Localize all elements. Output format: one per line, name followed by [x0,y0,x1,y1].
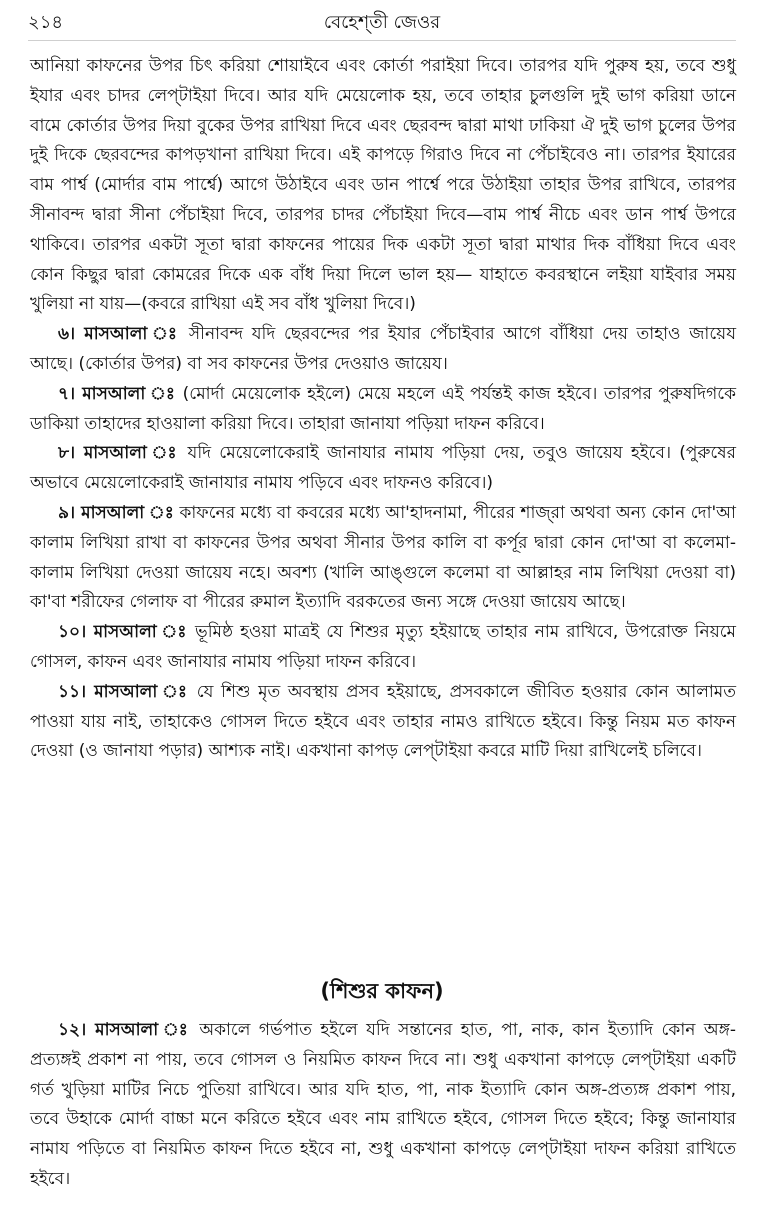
rule-paragraph-6 [30,320,736,380]
rule-paragraph-9 [30,499,736,618]
rule-text: যে শিশু মৃত অবস্থায় প্রসব হইয়াছে, প্রসবকালে জীবিত হওয়ার কোন আলামত পাওয়া যায় নাই, তাহাকেও গোসল দিতে হইবে এবং তাহার নামও রাখিতে হইবে। কিন্তু নিয়ম মত কাফন দেওয়া (ও জানাযা পড়ার) আশ্যক নাই। একখানা কাপড় লেপ্‌টাইয়া কবরে মাটি দিয়া রাখিলেই চলিবে। [30,681,736,762]
rule-label: ৯। মাসআলা ঃ [58,502,174,523]
book-title: বেহেশ্‌তী জেওর [323,12,441,33]
rule-label: ৭। মাসআলা ঃ [58,383,177,404]
rule-label: ১২। মাসআলা ঃ [58,1020,191,1040]
intro-paragraph: আনিয়া কাফনের উপর চিৎ করিয়া শোয়াইবে এবং কোর্তা পরাইয়া দিবে। তারপর যদি পুরুষ হয়, তবে শুধু ইযার এবং চাদর লেপ্‌টাইয়া দিবে। আর যদি মেয়েলোক হয়, তবে তাহার চুলগুলি দুই ভাগ করিয়া ডানে বামে কোর্তার উপর দিয়া বুকের উপর রাখিয়া দিবে এবং ছেরবন্দ দ্বারা মাথা ঢাকিয়া ঐ দুই ভাগ চুলের উপর দুই দিকে ছেরবন্দের কাপড়খানা রাখিয়া দিবে। এই কাপড়ে গিরাও দিবে না পেঁচাইবেও না। তারপর ইযারের বাম পার্শ্ব (মোর্দার বাম পার্শ্বে) আগে উঠাইবে এবং ডান পার্শ্বে পরে উঠাইয়া তাহার উপর রাখিবে, তারপর সীনাবন্দ দ্বারা সীনা পেঁচাইয়া দিবে, তারপর চাদর পেঁচাইয়া দিবে—বাম পার্শ্ব নীচে এবং ডান পার্শ্ব উপরে থাকিবে। তারপর একটা সূতা দ্বারা কাফনের পায়ের দিক একটা সূতা দ্বারা মাথার দিক বাঁধিয়া দিবে এবং কোন কিছুর দ্বারা কোমরের দিকে এক বাঁধ দিয়া দিলে ভাল হয়— যাহাতে কবরস্থানে লইয়া যাইবার সময় খুলিয়া না যায়—(কবরে রাখিয়া এই সব বাঁধ খুলিয়া দিবে।) [30,56,736,315]
section-heading: (শিশুর কাফন) [320,979,444,1003]
rule-text: কাফনের মধ্যে বা কবরের মধ্যে আ'হাদনামা, পীরের শাজ্‌রা অথবা অন্য কোন দো'আ কালাম লিখিয়া রাখা বা কাফনের উপর অথবা সীনার উপর কালি বা কর্পূর দ্বারা কোন দো'আ বা কলেমা-কালাম লিখিয়া দেওয়া জায়েয নহে। অবশ্য (খালি আঙ্গুলে কলেমা বা আল্লাহর নাম লিখিয়া দেওয়া বা) কা'বা শরীফের গেলাফ বা পীরের রুমাল ইত্যাদি বরকতের জন্য সঙ্গে দেওয়া জায়েয আছে। [30,502,736,613]
rule-paragraph-8 [30,439,736,499]
rule-label: ১০। মাসআলা ঃ [58,622,189,643]
rule-text: সীনাবন্দ যদি ছেরবন্দের পর ইযার পেঁচাইবার আগে বাঁধিয়া দেয় তাহাও জায়েয আছে। (কোর্তার উপর) বা সব কাফনের উপর দেওয়াও জায়েয। [30,324,736,374]
rule-text: অকালে গর্ভপাত হইলে যদি সন্তানের হাত, পা, নাক, কান ইত্যাদি কোন অঙ্গ-প্রত্যঙ্গই প্রকাশ না পায়, তবে গোসল ও নিয়মিত কাফন দিবে না। শুধু একখানা কাপড়ে লেপ্‌টাইয়া একটি গর্ত খুড়িয়া মাটির নিচে পুতিয়া রাখিবে। আর যদি হাত, পা, নাক ইত্যাদি কোন অঙ্গ-প্রত্যঙ্গ প্রকাশ পায়, তবে উহাকে মোর্দা বাচ্চা মনে করিতে হইবে এবং নাম রাখিতে হইবে, গোসল দিতে হইবে; কিন্তু জানাযার নামায পড়িতে বা নিয়মিত কাফন দিতে হইবে না, শুধু একখানা কাপড়ে লেপ্‌টাইয়া দাফন করিয়া রাখিতে হইবে। [30,1020,736,1189]
main-text-block [30,52,736,767]
rule-paragraph-7 [30,380,736,440]
header-divider [28,40,736,41]
rule-paragraph-11 [30,678,736,767]
rule-paragraph-10 [30,618,736,678]
rule-text: যদি মেয়েলোকেরাই জানাযার নামায পড়িয়া দেয়, তবুও জায়েয হইবে। (পুরুষের অভাবে মেয়েলোকেরাই জানাযার নামায পড়িবে এবং দাফনও করিবে।) [30,443,736,494]
rule-label: ৮। মাসআলা ঃ [58,443,180,464]
rule-text: (মোর্দা মেয়েলোক হইলে) মেয়ে মহলে এই পর্যন্তই কাজ হইবে। তারপর পুরুষদিগকে ডাকিয়া তাহাদের হাওয়ালা করিয়া দিবে। তাহারা জানাযা পড়িয়া দাফন করিবে। [30,383,736,434]
running-head [28,8,736,38]
section-text-block [30,1016,736,1195]
rule-paragraph-12 [30,1016,736,1195]
page-number: ২১৪ [28,12,64,33]
rule-label: ৬। মাসআলা ঃ [58,324,181,345]
rule-text: ভূমিষ্ঠ হওয়া মাত্রই যে শিশুর মৃত্যু হইয়াছে তাহার নাম রাখিবে, উপরোক্ত নিয়মে গোসল, কাফন এবং জানাযার নামায পড়িয়া দাফন করিবে। [30,622,736,672]
rule-label: ১১। মাসআলা ঃ [58,681,190,702]
